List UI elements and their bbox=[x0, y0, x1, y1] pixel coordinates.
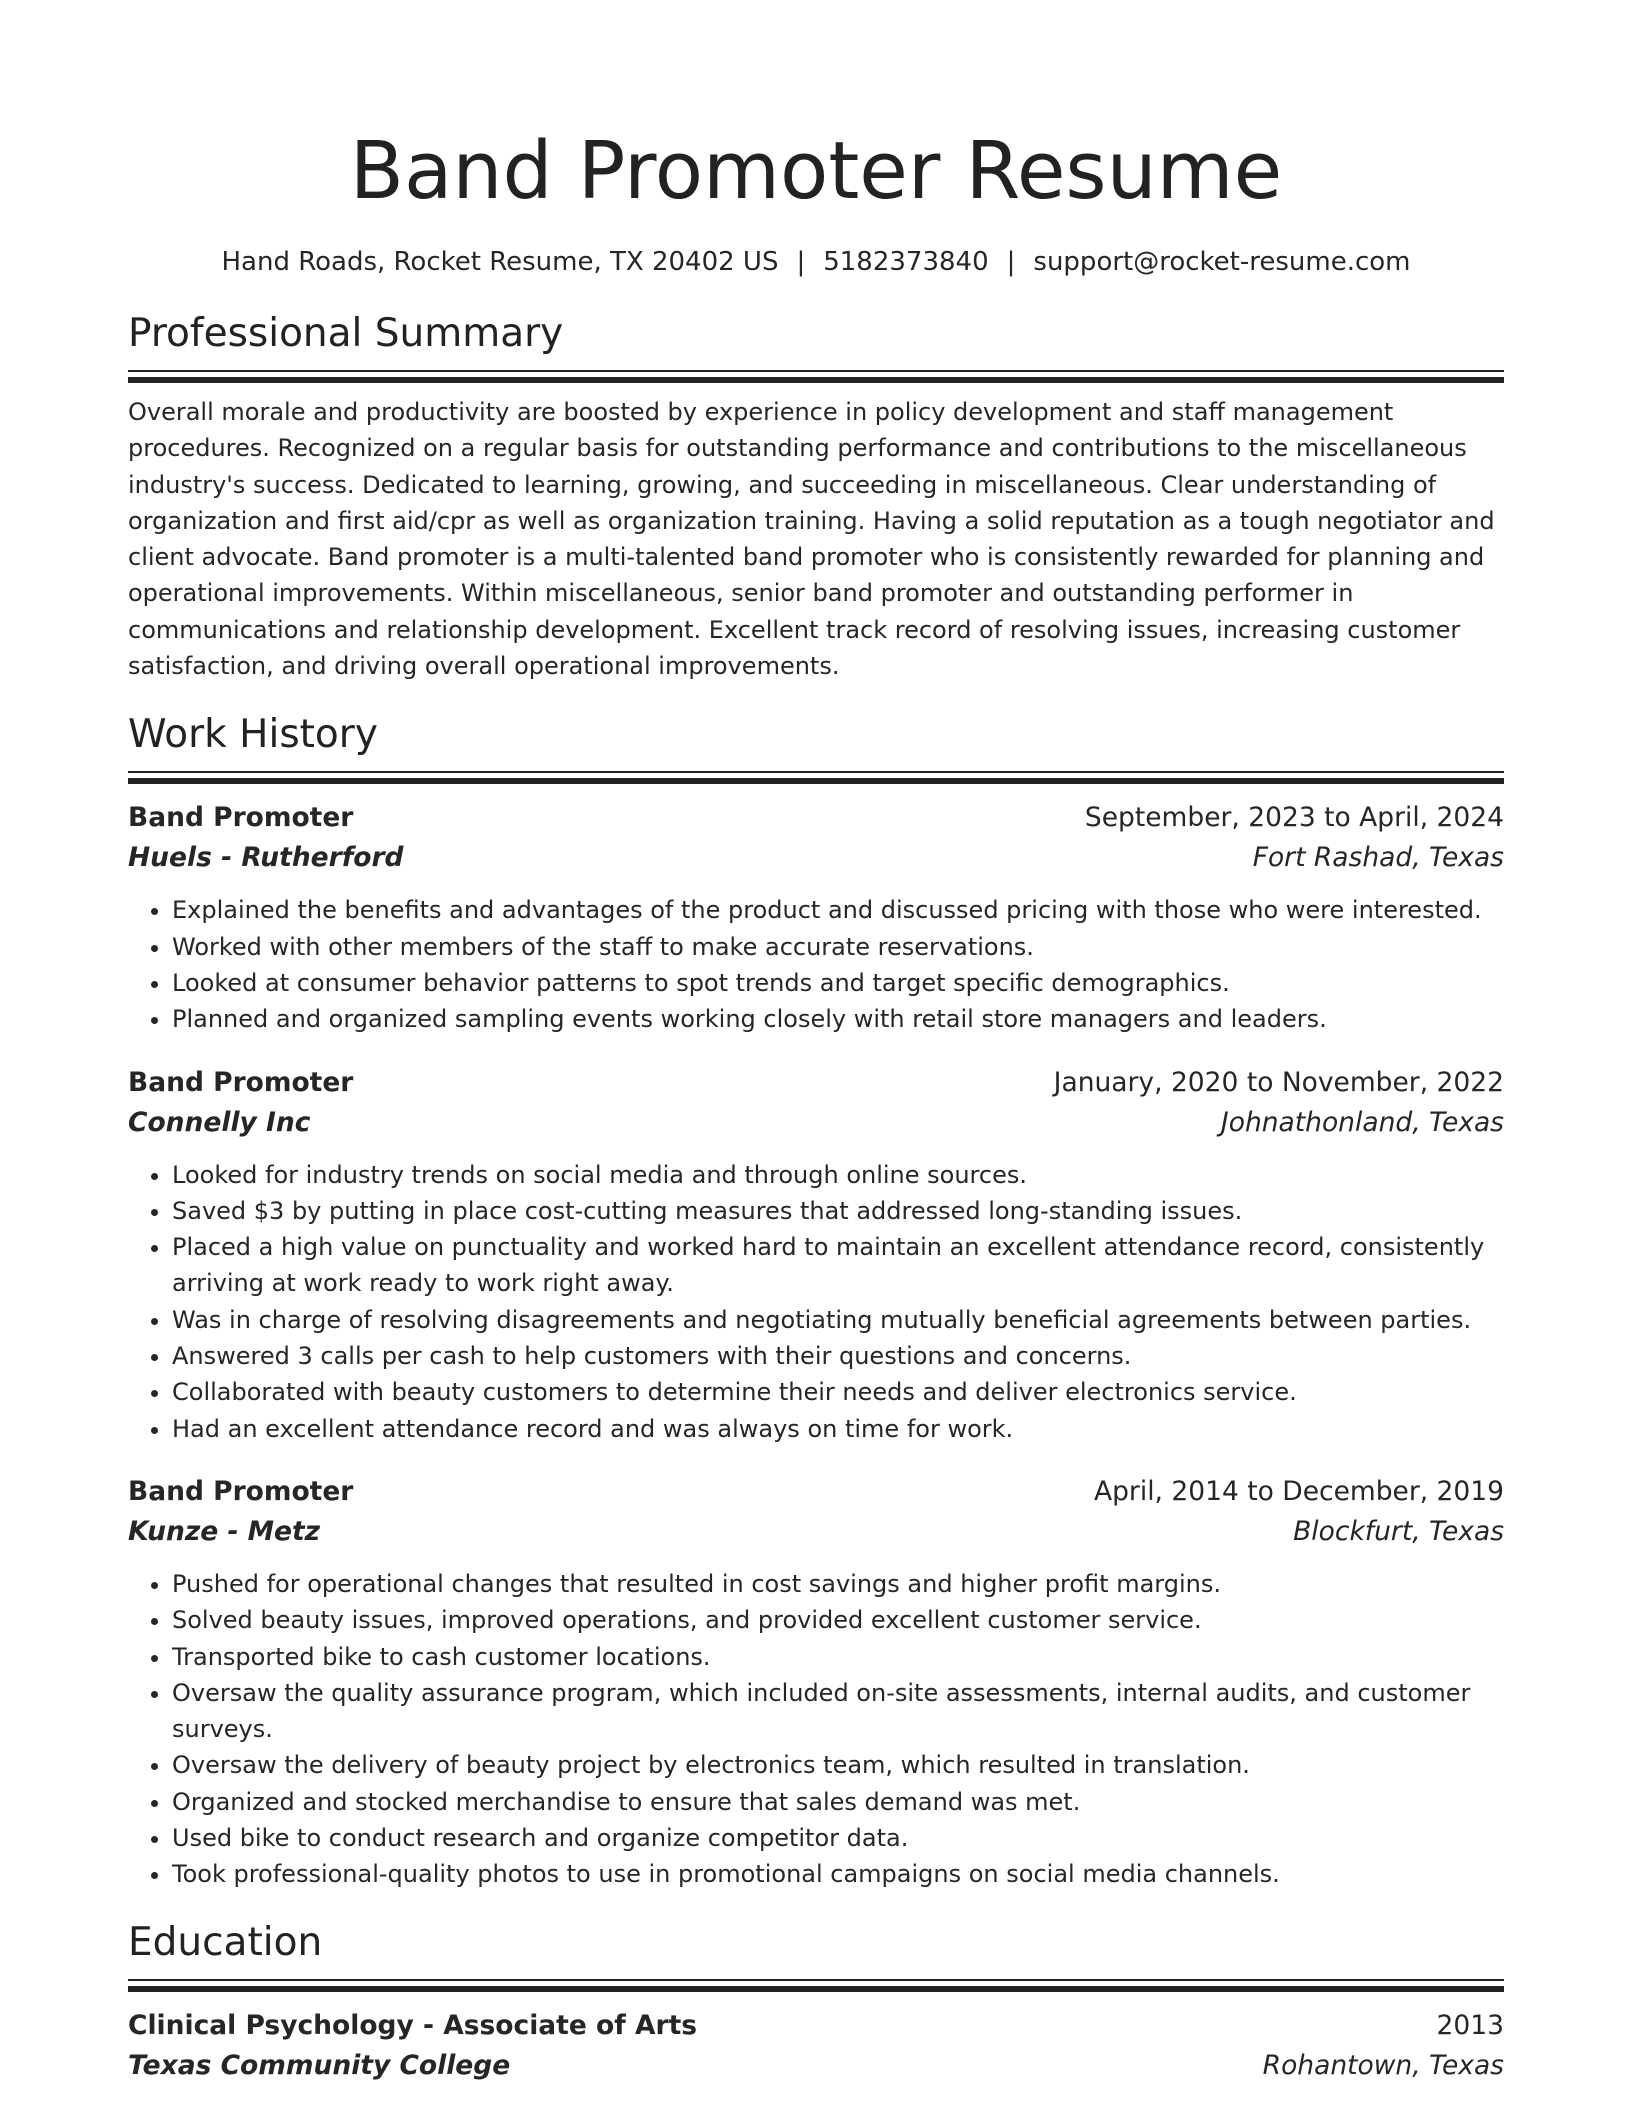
job-bullets bbox=[128, 892, 1504, 1037]
job-company: Connelly Inc bbox=[128, 1106, 311, 1138]
job-location: Johnathonland, Texas bbox=[1220, 1106, 1504, 1138]
job-header-row bbox=[128, 1063, 1504, 1103]
job-bullet: • Used bike to conduct research and organize competitor data. bbox=[172, 1820, 1504, 1856]
work-history-heading: Work History bbox=[128, 712, 378, 758]
job-entry bbox=[128, 1063, 1504, 1447]
contact-email: support@rocket-resume.com bbox=[1033, 247, 1411, 277]
job-location: Fort Rashad, Texas bbox=[1252, 842, 1504, 874]
job-bullet: • Oversaw the quality assurance program, which included on-site assessments, internal audits, and customer surveys. bbox=[172, 1675, 1504, 1748]
job-bullet: • Worked with other members of the staff to make accurate reservations. bbox=[172, 929, 1504, 965]
job-bullet: • Was in charge of resolving disagreements and negotiating mutually beneficial agreements between parties. bbox=[172, 1302, 1504, 1338]
job-entry bbox=[128, 798, 1504, 1037]
job-header-row bbox=[128, 1472, 1504, 1512]
section-divider bbox=[128, 370, 1504, 383]
job-bullet: • Solved beauty issues, improved operations, and provided excellent customer service. bbox=[172, 1602, 1504, 1638]
job-bullet: • Organized and stocked merchandise to ensure that sales demand was met. bbox=[172, 1784, 1504, 1820]
contact-phone: 5182373840 bbox=[823, 247, 989, 277]
job-bullet: • Oversaw the delivery of beauty project by electronics team, which resulted in translation. bbox=[172, 1747, 1504, 1783]
job-dates: April, 2014 to December, 2019 bbox=[1093, 1475, 1504, 1507]
education-year: 2013 bbox=[1436, 2009, 1504, 2041]
summary-section bbox=[128, 310, 1504, 684]
job-bullet: • Collaborated with beauty customers to determine their needs and deliver electronics service. bbox=[172, 1374, 1504, 1410]
contact-separator: | bbox=[796, 247, 806, 277]
education-heading: Education bbox=[128, 1919, 323, 1965]
job-company: Huels - Rutherford bbox=[128, 842, 404, 874]
job-location: Blockfurt, Texas bbox=[1293, 1515, 1504, 1547]
job-bullet: • Transported bike to cash customer locations. bbox=[172, 1639, 1504, 1675]
job-company-row bbox=[128, 1103, 1504, 1143]
job-bullet: • Took professional-quality photos to use in promotional campaigns on social media channels. bbox=[172, 1856, 1504, 1892]
job-bullet: • Saved $3 by putting in place cost-cutting measures that addressed long-standing issues. bbox=[172, 1193, 1504, 1229]
job-title: Band Promoter bbox=[128, 1475, 354, 1507]
section-divider bbox=[128, 771, 1504, 784]
job-bullet: • Pushed for operational changes that resulted in cost savings and higher profit margins. bbox=[172, 1566, 1504, 1602]
summary-text: Overall morale and productivity are boosted by experience in policy development and staff management procedures. Recognized on a regular basis for outstanding performance and contributions to the miscellaneous industry's success. Dedicated to learning, growing, and succeeding in miscellaneous. Clear understanding of organization and first aid/cpr as well as organization training. Having a solid reputation as a tough negotiator and client advocate. Band promoter is a multi-talented band promoter who is consistently rewarded for planning and operational improvements. Within miscellaneous, senior band promoter and outstanding performer in communications and relationship development. Excellent track record of resolving issues, increasing customer satisfaction, and driving overall operational improvements. bbox=[128, 398, 1495, 681]
summary-heading: Professional Summary bbox=[128, 311, 564, 356]
education-section bbox=[128, 1919, 1504, 2086]
resume-title: Band Promoter Resume bbox=[349, 125, 1283, 217]
job-company-row bbox=[128, 838, 1504, 878]
job-company: Kunze - Metz bbox=[128, 1515, 321, 1547]
job-bullet: • Planned and organized sampling events working closely with retail store managers and leaders. bbox=[172, 1001, 1504, 1037]
education-school-row bbox=[128, 2046, 1504, 2086]
education-degree: Clinical Psychology - Associate of Arts bbox=[128, 2009, 698, 2041]
education-school: Texas Community College bbox=[128, 2049, 511, 2081]
job-bullet: • Answered 3 calls per cash to help customers with their questions and concerns. bbox=[172, 1338, 1504, 1374]
job-header-row bbox=[128, 798, 1504, 838]
contact-address: Hand Roads, Rocket Resume, TX 20402 US bbox=[221, 247, 779, 277]
job-bullet: • Looked for industry trends on social media and through online sources. bbox=[172, 1157, 1504, 1193]
job-bullet: • Placed a high value on punctuality and worked hard to maintain an excellent attendance record, consistently arriving at work ready to work right away. bbox=[172, 1229, 1504, 1302]
job-title: Band Promoter bbox=[128, 802, 354, 834]
job-bullet: • Looked at consumer behavior patterns to spot trends and target specific demographics. bbox=[172, 965, 1504, 1001]
job-dates: September, 2023 to April, 2024 bbox=[1084, 802, 1504, 834]
section-divider bbox=[128, 1979, 1504, 1992]
education-location: Rohantown, Texas bbox=[1262, 2049, 1504, 2081]
contact-separator: | bbox=[1006, 247, 1016, 277]
job-bullets bbox=[128, 1157, 1504, 1447]
work-history-section bbox=[128, 711, 1504, 1892]
job-title: Band Promoter bbox=[128, 1066, 354, 1098]
job-bullet: • Explained the benefits and advantages of the product and discussed pricing with those who were interested. bbox=[172, 892, 1504, 928]
job-dates: January, 2020 to November, 2022 bbox=[1053, 1066, 1504, 1098]
job-company-row bbox=[128, 1512, 1504, 1552]
education-header-row bbox=[128, 2006, 1504, 2046]
education-entry bbox=[128, 2006, 1504, 2086]
job-bullets bbox=[128, 1566, 1504, 1893]
job-entry bbox=[128, 1472, 1504, 1893]
job-bullet: • Had an excellent attendance record and was always on time for work. bbox=[172, 1411, 1504, 1447]
contact-line bbox=[128, 245, 1504, 279]
